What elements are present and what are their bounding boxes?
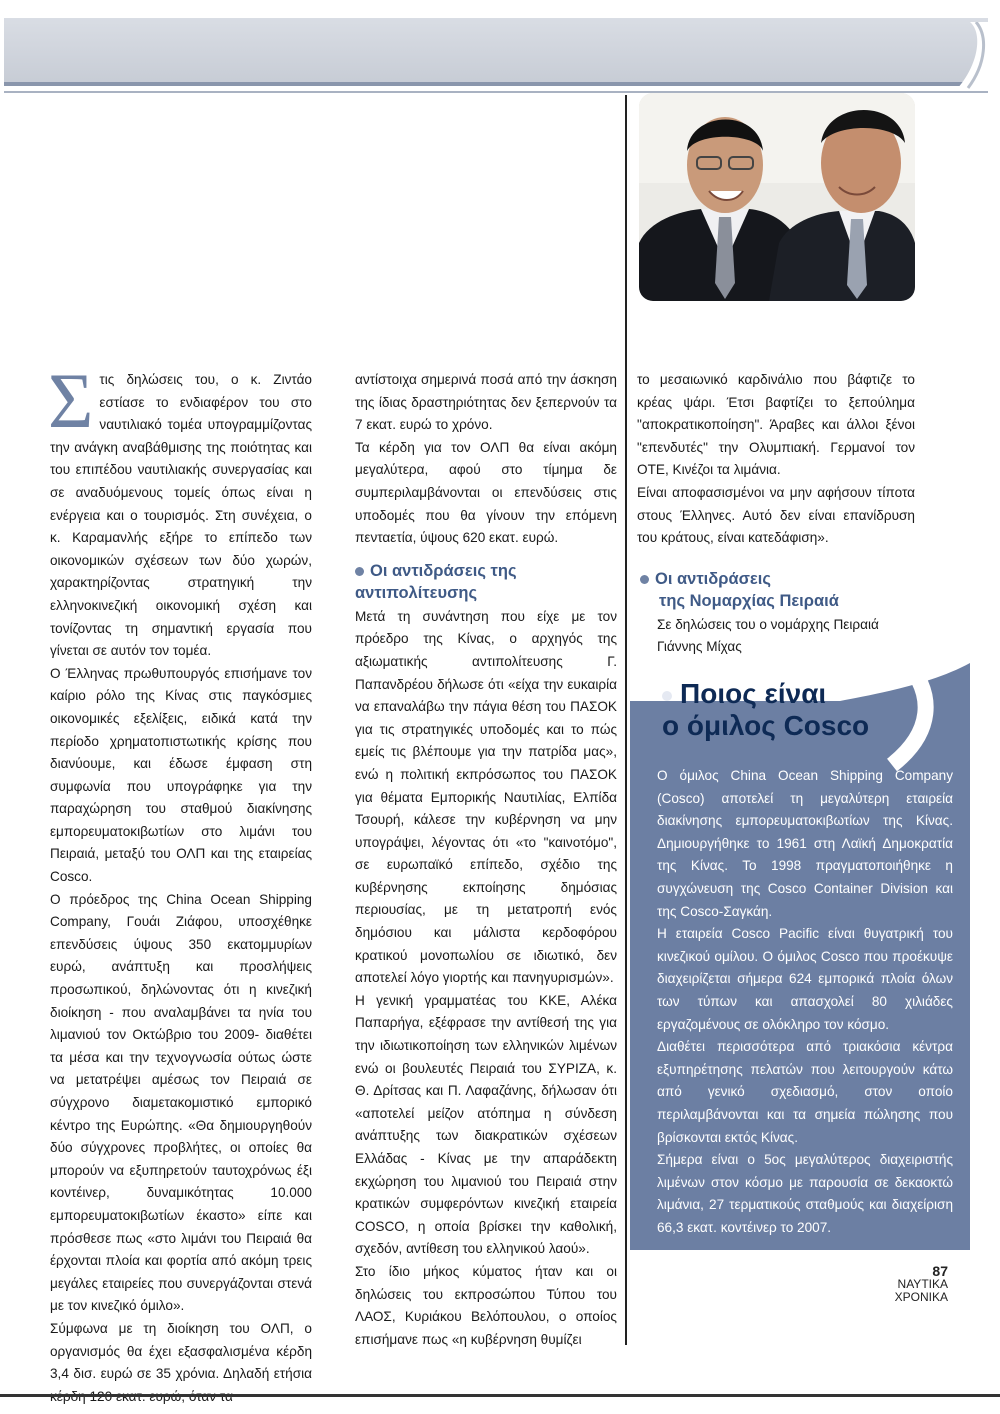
section-heading [637, 568, 915, 612]
bullet-icon [662, 691, 672, 701]
box-title-line2: ο όμιλος Cosco [662, 710, 870, 741]
paragraph: Ο Έλληνας πρωθυπουργός επισήμανε τον καίριο ρόλο της Κίνας στις παγκόσμιες οικονομικές εξελίξεις, ειδικά κατά την περίοδο χρηματοπιστωτικής κρίσης που διανύουμε, και έδωσε έμφαση στη συμφωνία που υπογράφηκε για την παραχώρηση του σταθμού διακίνησης εμπορευματοκιβωτίων στο λιμάνι του Πειραιά, μεταξύ του ΟΛΠ και της εταιρείας Cosco. [50, 665, 312, 885]
paragraph: Σήμερα είναι ο 5ος μεγαλύτερος διαχειριστής λιμένων στον κόσμο με παρουσία σε δεκαοκτώ λιμάνια, 27 τερματικούς σταθμούς και διαχείριση 66,3 εκατ. κοντέινερ το 2007. [657, 1152, 953, 1235]
paragraph: Σύμφωνα με τη διοίκηση του ΟΛΠ, ο οργανισμός θα έχει εξασφαλισμένα κέρδη 3,4 δισ. ευρώ σε 35 χρόνια. Δηλαδή ετήσια [50, 1320, 312, 1382]
paragraph: Σε δηλώσεις του ο νομάρχης Πειραιά Γιάννης Μίχας [657, 616, 879, 655]
bullet-icon [355, 567, 364, 576]
article-photo [639, 93, 915, 301]
paragraph: αντίστοιχα σημερινά ποσά από την άσκηση της ίδιας δραστηριότητας δεν ξεπερνούν τα 7 εκατ. ευρώ το χρόνο. [355, 372, 617, 433]
box-title-line1: Ποιος είναι [680, 678, 827, 709]
section-heading [355, 560, 617, 604]
footer-rule [0, 1394, 1000, 1397]
paragraph: Είναι αποφασισμένοι να μην αφήσουν τίποτα στους Έλληνες. Αυτό δεν είναι επανίδρυση του κράτους, είναι κατεδάφιση». [637, 484, 915, 546]
header-band [4, 18, 988, 84]
magazine-name-line2: ΧΡΟΝΙΚΑ [894, 1290, 948, 1304]
header-rule [4, 82, 988, 86]
column-separator [625, 95, 627, 1345]
article-column-3 [637, 369, 915, 659]
box-body [657, 765, 953, 1239]
portrait-photo-icon [639, 93, 915, 301]
article-column-1 [48, 357, 312, 1408]
swoosh-decoration [930, 22, 990, 90]
paragraph: Τα κέρδη για τον ΟΛΠ θα είναι ακόμη μεγαλύτερα, αφού στο τίμημα δε συμπεριλαμβάνονται οι επενδύσεις στις υποδομές που θα γίνουν την επόμενη πενταετία, ύψους 620 εκατ. ευρώ. [355, 439, 617, 546]
paragraph: Ο όμιλος China Ocean Shipping Company (Cosco) αποτελεί τη μεγαλύτερη εταιρεία διακίνησης εμπορευματοκιβωτίων της Κίνας. Δημιουργήθηκε το 1961 στη Λαϊκή Δημοκρατία της Κίνας. Το 1998 πραγματοποιήθηκε η συγχώνευση της Cosco Container Division και της Cosco-Σαγκάη. [657, 768, 953, 919]
paragraph: Η εταιρεία Cosco Pacific είναι θυγατρική του κινεζικού ομίλου. Ο όμιλος Cosco που προέκυψε διαχειρίζεται σήμερα 624 εμπορικά πλοία όλων των τύπων και απασχολεί 80 χιλιάδες εργαζομένους σε ολόκληρο τον κόσμο. [657, 926, 953, 1032]
section-heading-text: Οι αντιδράσεις της αντιπολίτευσης [355, 561, 517, 602]
page-number: 87 [932, 1263, 948, 1279]
box-title [662, 678, 942, 742]
drop-cap: Σ [48, 357, 94, 444]
section-heading-line1: Οι αντιδράσεις [655, 569, 771, 588]
paragraph: το μεσαιωνικό καρδινάλιο που βάφτιζε το κρέας ψάρι. Έτσι βαφτίζει το ξεπούλημα "αποκρατικοποίηση". Άραβες και άλλοι ξένοι "επενδυτές" την Ολυμπιακή. Γερμανοί τον ΟΤΕ, Κινέζοι τα λιμάνια. [637, 372, 915, 478]
section-heading-line2: της Νομαρχίας Πειραιά [659, 591, 839, 610]
article-column-2 [355, 369, 617, 1351]
page-footer [888, 1265, 948, 1304]
paragraph: Μετά τη συνάντηση που είχε με τον πρόεδρο της Κίνας, ο αρχηγός της αξιωματικής αντιπολίτευσης Γ. Παπανδρέου δήλωσε ότι «είχα την ευκαιρία να επαναλάβω την πάγια θέση του ΠΑΣΟΚ για τις στρατηγικές υποδομές και το πώς εμείς τις βλέπουμε για την πατρίδα μας», ενώ η πολιτική εκπρόσωπος του ΠΑΣΟΚ για θέματα Εμπορικής Ναυτιλίας, Ελπίδα Τσουρή, κάλεσε την κυβέρνηση να μην υπογράψει, λέγοντας ότι «το "καινοτόμο", σε ευρωπαϊκό επίπεδο, σχέδιο της κυβέρνησης εκποίησης δημόσιας περιουσίας, με τη μετατροπή ενός δημόσιου και μάλιστα κερδοφόρου κρατικού μονοπωλίου σε ιδιωτικό, δεν αποτελεί λόγο γιορτής και πανηγυρισμών». [355, 608, 617, 986]
magazine-name-line1: ΝΑΥΤΙΚΑ [897, 1277, 948, 1291]
paragraph: Η γενική γραμματέας του ΚΚΕ, Αλέκα Παπαρήγα, εξέφρασε την αντίθεσή της για την ιδιωτικοποίηση των ελληνικών λιμένων ενώ οι βουλευτές Πειραιά του ΣΥΡΙΖΑ, κ. Θ. Δρίτσας και Π. Λαφαζάνης, δήλωσαν ότι «αποτελεί μείζον ατόπημα η σύνδεση ανάπτυξης των διακρατικών σχέσεων Ελλάδας - Κίνας με την απαράδεκτη εκχώρηση του λιμανιού του Πειραιά στην κρατικών συμφερόντων κινεζική εταιρεία COSCO, η οποία βρίσκει την καθολική, σχεδόν, αντίθεση του ελληνικού λαού». [355, 992, 617, 1257]
bullet-icon [640, 575, 649, 584]
paragraph: Διαθέτει περισσότερα από τριακόσια κέντρα εξυπηρέτησης πελατών που λειτουργούν κάτω από γενικό σχεδιασμό, στον οποίο περιλαμβάνονται και τα σημεία πώλησης που βρίσκονται εκτός Κίνας. [657, 1039, 953, 1145]
paragraph: τις δηλώσεις του, ο κ. Ζιντάο εστίασε το ενδιαφέρον του στο ναυτιλιακό τομέα υπογραμμίζοντας την ανάγκη αναβάθμισης της ποιότητας και του επιπέδου ναυτιλιακής συνεργασίας και σε αναδυόμενους τομείς όπως είναι η ενέργεια και ο τουρισμός. Στη συνέχεια, ο κ. Καραμανλής εξήρε το επίπεδο των οικονομικών σχέσεων των δύο χωρών, χαρακτηρίζοντας στρατηγική την ελληνοκινεζική οικονομική σχέση και τονίζοντας τη σημαντική εργασία που γίνεται σε αυτόν τον τομέα. [50, 372, 312, 659]
paragraph: Στο ίδιο μήκος κύματος ήταν και οι δηλώσεις του εκπροσώπου Τύπου του ΛΑΟΣ, Κυριάκου Βελόπουλου, ο οποίος επισήμανε πως «η κυβέρνηση θυμίζει [355, 1263, 617, 1347]
paragraph: Ο πρόεδρος της China Ocean Shipping Company, Γουάι Ζιάφου, υποσχέθηκε επενδύσεις ύψους 350 εκατομμυρίων ευρώ, ανάπτυξη και προσλήψεις προσωπικού, δηλώνοντας ότι η κινεζική διοίκηση - που αναλαμβάνει τα ηνία του λιμανιού τον Οκτώβριο του 2009- διαθέτει τα μέσα και την τεχνογνωσία ούτως ώστε να μετατρέψει αμέσως τον Πειραιά σε σύγχρονο διαμετακομιστικό εμπορικό κέντρο της Ευρώπης. «Θα δημιουργηθούν δύο σύγχρονες προβλήτες, οι οποίες θα μπορούν να εξυπηρετούν ταυτοχρόνως έξι κοντέινερ, δυναμικότητας 10.000 εμπορευματοκιβωτίων έκαστο» είπε και πρόσθεσε πως «στο λιμάνι του Πειραιά θα έρχονται πλοία και φορτία από ακόμη τρεις μεγάλες εταιρείες που συνεργάζονται στενά με τον κινεζικό όμιλο». [50, 891, 312, 1314]
